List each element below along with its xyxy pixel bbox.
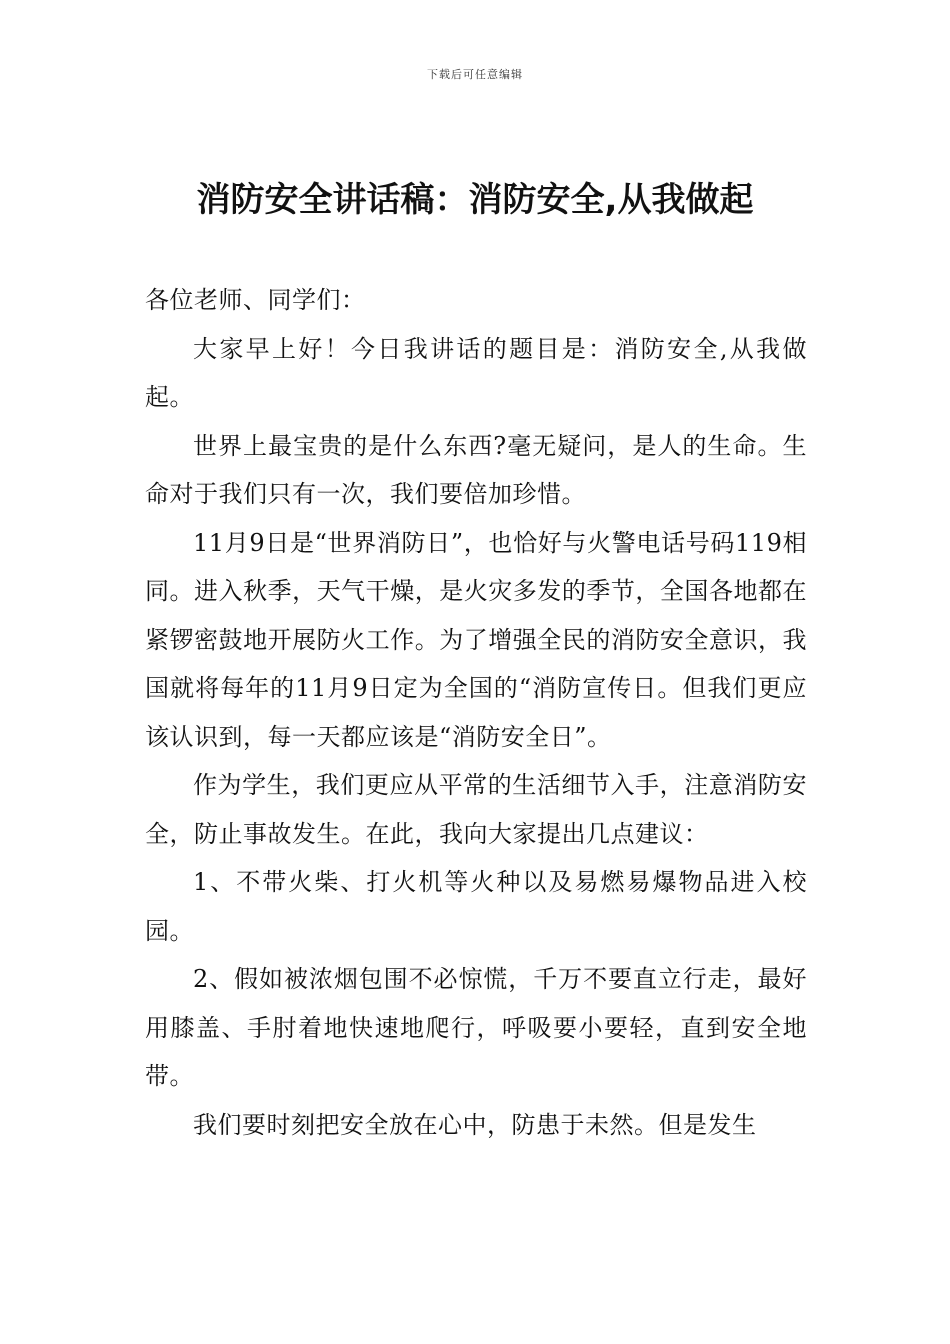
paragraph-suggestion-1: 1、不带火柴、打火机等火种以及易燃易爆物品进入校园。: [145, 868, 807, 945]
salutation: 各位老师、同学们：: [145, 286, 366, 314]
document-body: [145, 276, 807, 1149]
document-title: 消防安全讲话稿：消防安全,从我做起: [196, 180, 754, 220]
paragraph-fire-day: 11月9日是“世界消防日”，也恰好与火警电话号码119相同。进入秋季，天气干燥，是火灾多发的季节，全国各地都在紧锣密鼓地开展防火工作。为了增强全民的消防安全意识，我国就将每年的11月9日定为全国的“消防宣传日。但我们更应该认识到，每一天都应该是“消防安全日”。: [145, 528, 807, 751]
paragraph-suggestion-2: 2、假如被浓烟包围不必惊慌，千万不要直立行走，最好用膝盖、手肘着地快速地爬行，呼吸要小要轻，直到安全地带。: [145, 965, 807, 1090]
paragraph-closing: 我们要时刻把安全放在心中，防患于未然。但是发生: [193, 1110, 757, 1139]
paragraph-students: 作为学生，我们更应从平常的生活细节入手，注意消防安全，防止事故发生。在此，我向大家提出几点建议：: [145, 771, 807, 848]
paragraph-greeting: 大家早上好！今日我讲话的题目是：消防安全,从我做起。: [145, 334, 807, 411]
paragraph-life: 世界上最宝贵的是什么东西?毫无疑问，是人的生命。生命对于我们只有一次，我们要倍加珍惜。: [145, 431, 807, 508]
header-note: 下载后可任意编辑: [427, 68, 523, 81]
